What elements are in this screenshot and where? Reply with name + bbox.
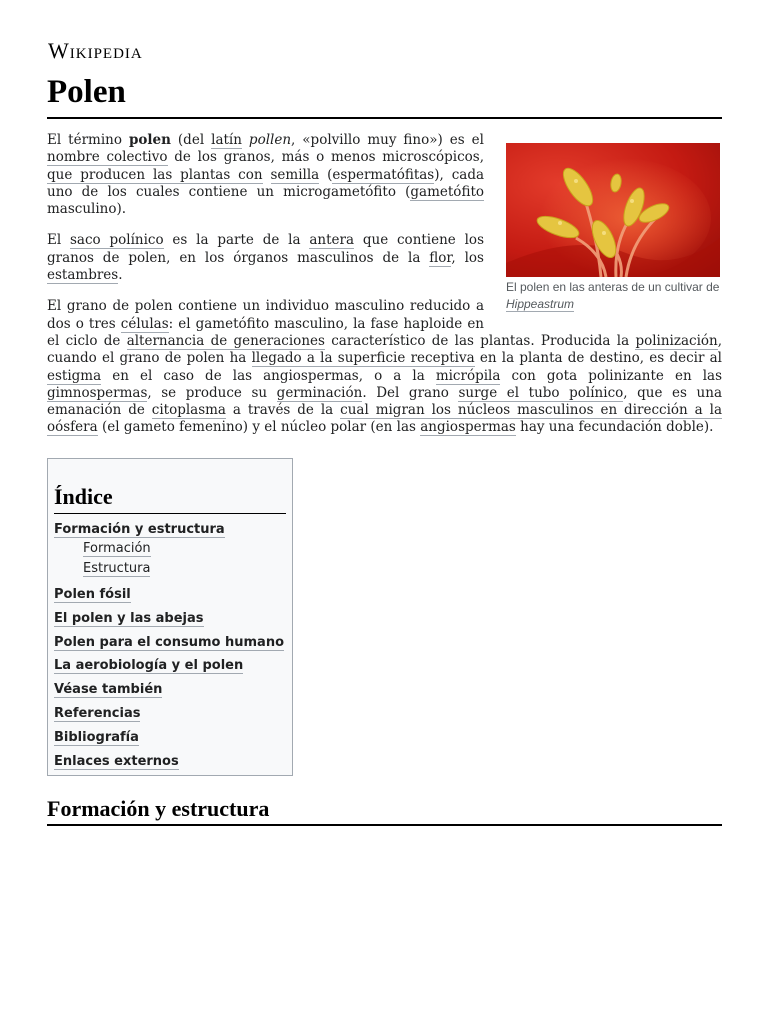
table-of-contents: [47, 458, 293, 776]
text: El término: [47, 132, 129, 148]
link-nombre-colectivo[interactable]: nombre colectivo: [47, 149, 168, 166]
text: ), cada uno de los cuales contiene un microgametófito (: [47, 166, 485, 200]
link-plantas-con[interactable]: que producen las plantas con: [47, 166, 263, 183]
toc-title: Índice: [54, 464, 286, 514]
link-estigma[interactable]: estigma: [47, 367, 102, 384]
toc-item-polen-fosil[interactable]: [54, 585, 286, 604]
text: [263, 167, 271, 183]
link-espermatofitas[interactable]: espermatófitas: [332, 166, 435, 183]
toc-item-label: La aerobiología y el polen: [54, 658, 244, 674]
link-germinacion[interactable]: germinación: [276, 384, 363, 401]
page-title: Polen: [47, 74, 126, 110]
text: de los granos, más o menos microscópicos,: [167, 149, 484, 166]
text: El: [47, 232, 70, 249]
pollen-anthers-image: [506, 143, 720, 277]
text: masculino).: [47, 201, 127, 218]
text: (: [319, 166, 333, 183]
text: , cuando el grano de polen ha: [47, 332, 723, 367]
pollen-anthers-photo[interactable]: [506, 143, 720, 277]
text: El grano de polen contiene un individuo masculino reducido a dos o tres: [47, 298, 484, 332]
link-gimnospermas[interactable]: gimnospermas: [47, 384, 148, 401]
link-citoplasma[interactable]: citoplasma: [151, 402, 226, 419]
toc-item-enlaces-externos[interactable]: [54, 752, 286, 771]
caption-link-hippeastrum[interactable]: Hippeastrum: [506, 297, 575, 311]
section-heading: Formación y estructura: [47, 796, 270, 821]
text: , los: [451, 249, 484, 266]
text: característico de las plantas. Producida la: [324, 332, 636, 349]
toc-subitem-estructura[interactable]: [83, 560, 286, 578]
link-nucleos-masculinos[interactable]: cual migran los núcleos masculinos en dirección a la: [340, 402, 722, 419]
toc-item-label: Bibliografía: [54, 729, 139, 745]
text: (el gameto femenino) y el núcleo polar (en las: [97, 419, 421, 436]
toc-item-label: Estructura: [83, 561, 151, 576]
toc-item-label: Referencias: [54, 705, 141, 721]
article-body: [47, 132, 722, 451]
text: a través de la: [225, 402, 341, 419]
wikipedia-wordmark[interactable]: Wikipedia: [48, 38, 143, 63]
link-semilla[interactable]: semilla: [270, 166, 320, 183]
toc-item-label: Véase también: [54, 682, 163, 698]
text: que contiene los granos de polen, en los órganos masculinos de la: [47, 232, 484, 266]
toc-item-vease-tambien[interactable]: [54, 680, 286, 699]
link-superficie-receptiva[interactable]: llegado a la superficie receptiva: [251, 350, 475, 367]
link-micropila[interactable]: micrópila: [435, 367, 501, 384]
figure-caption: [506, 279, 722, 313]
link-tubo-polinico[interactable]: surge el tubo polínico: [458, 384, 624, 401]
text: , se produce su: [147, 384, 277, 401]
toc-item-label: Formación: [83, 541, 151, 556]
link-polinizacion[interactable]: polinización: [635, 332, 718, 349]
toc-item-consumo-humano[interactable]: [54, 633, 286, 652]
toc-item-referencias[interactable]: [54, 704, 286, 723]
toc-item-label: Formación y estructura: [54, 522, 225, 537]
toc-item-label: Polen fósil: [54, 587, 131, 602]
link-estambres[interactable]: estambres: [47, 267, 119, 284]
link-flor[interactable]: flor: [429, 249, 452, 266]
title-divider: [47, 117, 722, 119]
italic-term: pollen: [248, 132, 292, 148]
link-saco-polinico[interactable]: saco polínico: [70, 232, 164, 249]
intro-paragraph-3: [47, 298, 722, 436]
toc-item-label: Polen para el consumo humano: [54, 634, 285, 650]
link-oosfera[interactable]: oósfera: [47, 419, 98, 436]
text: , que es una emanación de: [47, 384, 722, 419]
toc-item-aerobiologia[interactable]: [54, 656, 286, 675]
link-celulas[interactable]: células: [120, 315, 169, 332]
link-alternancia[interactable]: alternancia de generaciones: [126, 332, 325, 349]
toc-item-formacion-y-estructura[interactable]: [54, 520, 286, 539]
bold-term: polen: [128, 132, 171, 148]
text: es la parte de la: [163, 232, 310, 249]
link-angiospermas[interactable]: angiospermas: [420, 419, 516, 436]
text: en el caso de las angiospermas, o a la: [101, 367, 436, 384]
toc-subitem-formacion[interactable]: [83, 540, 286, 558]
toc-item-label: El polen y las abejas: [54, 610, 204, 626]
text: en la planta de destino, es decir al: [474, 350, 723, 367]
link-antera[interactable]: antera: [309, 232, 355, 249]
section-divider: [47, 824, 722, 826]
text: (del: [170, 132, 212, 148]
text: . Del grano: [362, 384, 459, 401]
text: .: [118, 267, 123, 284]
text: [242, 132, 249, 148]
text: con gota polinizante en las: [500, 367, 723, 384]
toc-item-bibliografia[interactable]: [54, 728, 286, 747]
text: hay una fecundación doble).: [515, 419, 714, 436]
toc-item-label: Enlaces externos: [54, 753, 179, 769]
caption-text: El polen en las anteras de un cultivar de: [506, 280, 720, 294]
toc-item-polen-y-abejas[interactable]: [54, 609, 286, 628]
text: , «polvillo muy fino») es el: [291, 132, 484, 148]
article-figure: [506, 143, 722, 313]
text: : el gametófito masculino, la fase haploide en el ciclo de: [47, 315, 485, 349]
link-latin[interactable]: latín: [211, 132, 242, 148]
link-gametofito[interactable]: gametófito: [410, 183, 484, 200]
